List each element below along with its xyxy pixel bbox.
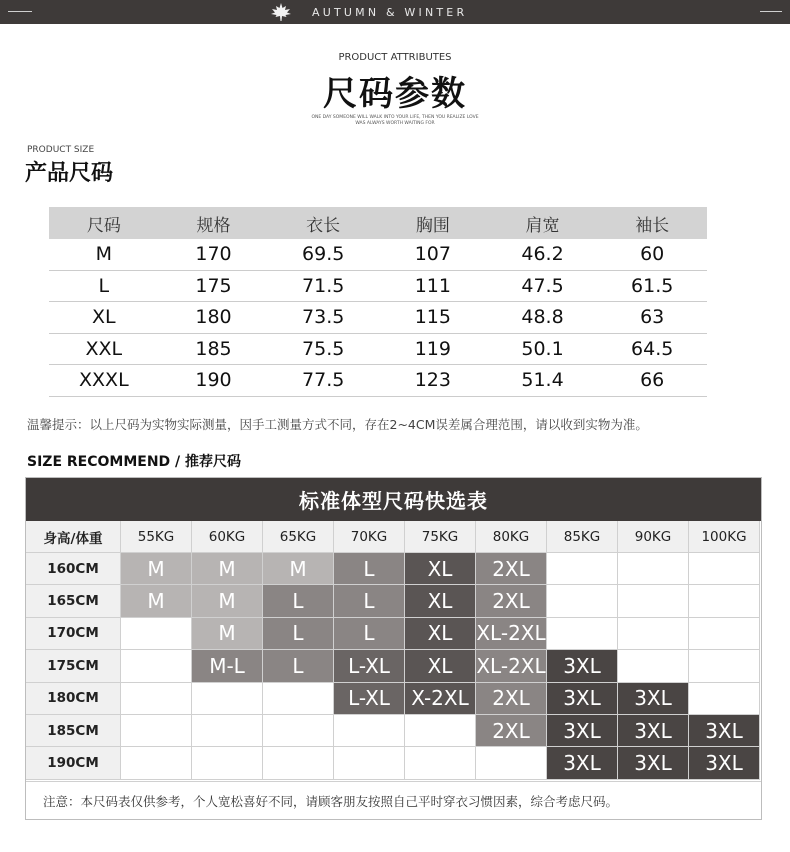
top-banner [0, 0, 790, 24]
size-header-cell: 衣长 [306, 215, 341, 236]
recommend-size-cell: L [334, 585, 405, 617]
recommend-size-cell [263, 715, 334, 747]
recommend-size-cell: 2XL [476, 715, 547, 747]
size-cell: 180 [195, 306, 232, 329]
size-cell: XL [92, 306, 116, 329]
size-cell: L [98, 274, 110, 297]
recommend-size-cell [334, 715, 405, 747]
recommend-size-cell [263, 683, 334, 715]
size-header-cell: 袖长 [635, 215, 670, 236]
weight-header-cell: 100KG [689, 521, 760, 553]
size-cell: 63 [640, 306, 665, 329]
recommend-size-cell [121, 618, 192, 650]
size-cell: 69.5 [302, 243, 345, 266]
size-cell: 51.4 [521, 369, 564, 392]
size-cell: 66 [640, 369, 665, 392]
weight-header-cell: 65KG [263, 521, 334, 553]
recommend-size-cell: M [192, 618, 263, 650]
size-cell: 119 [414, 337, 451, 360]
recommend-size-cell: L [263, 585, 334, 617]
weight-header-cell: 70KG [334, 521, 405, 553]
recommend-size-cell: M [192, 585, 263, 617]
height-header-cell: 185CM [26, 715, 121, 747]
recommend-size-cell [121, 683, 192, 715]
recommend-table-title: 标准体型尺码快选表 [26, 478, 761, 521]
product-size-en-label: PRODUCT SIZE [27, 145, 95, 155]
size-cell: 170 [195, 243, 232, 266]
recommend-size-cell [192, 747, 263, 779]
recommend-size-cell: L-XL [334, 650, 405, 682]
banner-tagline: AUTUMN & WINTER [312, 6, 468, 19]
weight-header-cell: 85KG [547, 521, 618, 553]
recommend-size-cell [476, 747, 547, 779]
recommend-size-cell [547, 553, 618, 585]
banner-divider-right [760, 11, 782, 12]
recommend-size-cell: XL-2XL [476, 618, 547, 650]
size-table-header [49, 207, 707, 239]
attributes-en-title: PRODUCT ATTRIBUTES [338, 52, 452, 63]
recommend-size-cell [618, 585, 689, 617]
recommend-size-cell: M [263, 553, 334, 585]
recommend-table [25, 477, 762, 820]
recommend-size-cell: M-L [192, 650, 263, 682]
recommend-size-cell: L [263, 618, 334, 650]
height-header-cell: 170CM [26, 618, 121, 650]
weight-header-cell: 75KG [405, 521, 476, 553]
height-header-cell: 160CM [26, 553, 121, 585]
size-cell: 175 [195, 274, 232, 297]
weight-header-cell: 55KG [121, 521, 192, 553]
size-header-cell: 尺码 [86, 215, 121, 236]
attributes-cn-title: 尺码参数 [323, 74, 467, 114]
recommend-size-cell: XL [405, 650, 476, 682]
attributes-slogan-line1: ONE DAY SOMEONE WILL WALK INTO YOUR LIFE, THEN YOU REALIZE LOVE [311, 115, 479, 120]
size-cell: 64.5 [631, 337, 674, 360]
attributes-slogan-line2: WAS ALWAYS WORTH WAITING FOR [355, 121, 435, 126]
size-header-cell: 肩宽 [525, 215, 560, 236]
recommend-size-cell: 3XL [547, 650, 618, 682]
size-cell: XXL [85, 337, 123, 360]
recommend-size-cell: 3XL [618, 683, 689, 715]
size-cell: 123 [414, 369, 451, 392]
size-cell: 115 [414, 306, 451, 329]
recommend-size-cell: XL-2XL [476, 650, 547, 682]
table-row [49, 271, 707, 303]
recommend-size-cell [121, 715, 192, 747]
size-cell: 77.5 [302, 369, 345, 392]
recommend-size-cell [121, 650, 192, 682]
recommend-size-cell [618, 618, 689, 650]
recommend-size-cell: 2XL [476, 553, 547, 585]
size-header-cell: 胸围 [415, 215, 450, 236]
recommend-size-cell [192, 715, 263, 747]
size-cell: 71.5 [302, 274, 345, 297]
product-size-cn-title: 产品尺码 [25, 161, 114, 186]
recommend-footnote: 注意：本尺码表仅供参考，个人宽松喜好不同，请顾客朋友按照自己平时穿衣习惯因素，综合考虑尺码。 [26, 781, 761, 819]
recommend-size-cell: 2XL [476, 585, 547, 617]
recommend-size-cell [618, 553, 689, 585]
weight-header-cell: 80KG [476, 521, 547, 553]
recommend-size-cell: M [121, 585, 192, 617]
recommend-size-cell [689, 618, 760, 650]
recommend-size-cell: 3XL [547, 715, 618, 747]
recommend-size-cell [121, 747, 192, 779]
table-row [49, 302, 707, 334]
recommend-size-cell: 3XL [618, 715, 689, 747]
measurement-note: 温馨提示：以上尺码为实物实际测量，因手工测量方式不同，存在2~4CM误差属合理范围，请以收到实物为准。 [27, 417, 648, 432]
recommend-size-cell [334, 747, 405, 779]
size-cell: 190 [195, 369, 232, 392]
banner-divider-left [8, 11, 32, 12]
weight-header-cell: 60KG [192, 521, 263, 553]
size-recommend-label: SIZE RECOMMEND / 推荐尺码 [27, 454, 242, 470]
recommend-size-cell [689, 650, 760, 682]
size-header-cell: 规格 [196, 215, 231, 236]
recommend-size-cell: L [334, 618, 405, 650]
recommend-size-cell [689, 683, 760, 715]
size-cell: 107 [414, 243, 451, 266]
recommend-size-cell [689, 553, 760, 585]
recommend-size-cell [618, 650, 689, 682]
table-row [49, 239, 707, 271]
size-cell: 75.5 [302, 337, 345, 360]
size-cell: 61.5 [631, 274, 674, 297]
recommend-size-cell: L-XL [334, 683, 405, 715]
maple-leaf-icon [270, 2, 292, 22]
size-cell: 50.1 [521, 337, 564, 360]
size-cell: 185 [195, 337, 232, 360]
height-header-cell: 190CM [26, 747, 121, 779]
weight-header-cell: 90KG [618, 521, 689, 553]
recommend-size-cell: 2XL [476, 683, 547, 715]
table-row [49, 334, 707, 366]
recommend-size-cell: 3XL [689, 715, 760, 747]
recommend-size-cell: M [192, 553, 263, 585]
recommend-size-cell: 3XL [547, 747, 618, 779]
size-table [49, 207, 707, 397]
recommend-size-cell [263, 747, 334, 779]
recommend-size-cell: XL [405, 585, 476, 617]
recommend-size-cell: 3XL [618, 747, 689, 779]
size-cell: 48.8 [521, 306, 564, 329]
height-header-cell: 175CM [26, 650, 121, 682]
recommend-corner-header: 身高/体重 [26, 521, 121, 553]
recommend-size-cell: XL [405, 553, 476, 585]
recommend-size-cell: L [334, 553, 405, 585]
size-cell: XXXL [79, 369, 129, 392]
recommend-size-cell [689, 585, 760, 617]
recommend-size-cell [547, 585, 618, 617]
size-cell: 60 [640, 243, 665, 266]
table-row [49, 365, 707, 397]
recommend-size-cell: L [263, 650, 334, 682]
size-cell: M [95, 243, 113, 266]
recommend-size-cell: XL [405, 618, 476, 650]
recommend-size-cell: 3XL [547, 683, 618, 715]
size-cell: 111 [414, 274, 451, 297]
size-cell: 47.5 [521, 274, 564, 297]
recommend-size-cell: M [121, 553, 192, 585]
size-cell: 73.5 [302, 306, 345, 329]
recommend-size-cell: 3XL [689, 747, 760, 779]
height-header-cell: 165CM [26, 585, 121, 617]
size-cell: 46.2 [521, 243, 564, 266]
recommend-size-cell: X-2XL [405, 683, 476, 715]
recommend-size-cell [405, 715, 476, 747]
recommend-size-cell [192, 683, 263, 715]
recommend-size-cell [547, 618, 618, 650]
recommend-size-cell [405, 747, 476, 779]
height-header-cell: 180CM [26, 683, 121, 715]
